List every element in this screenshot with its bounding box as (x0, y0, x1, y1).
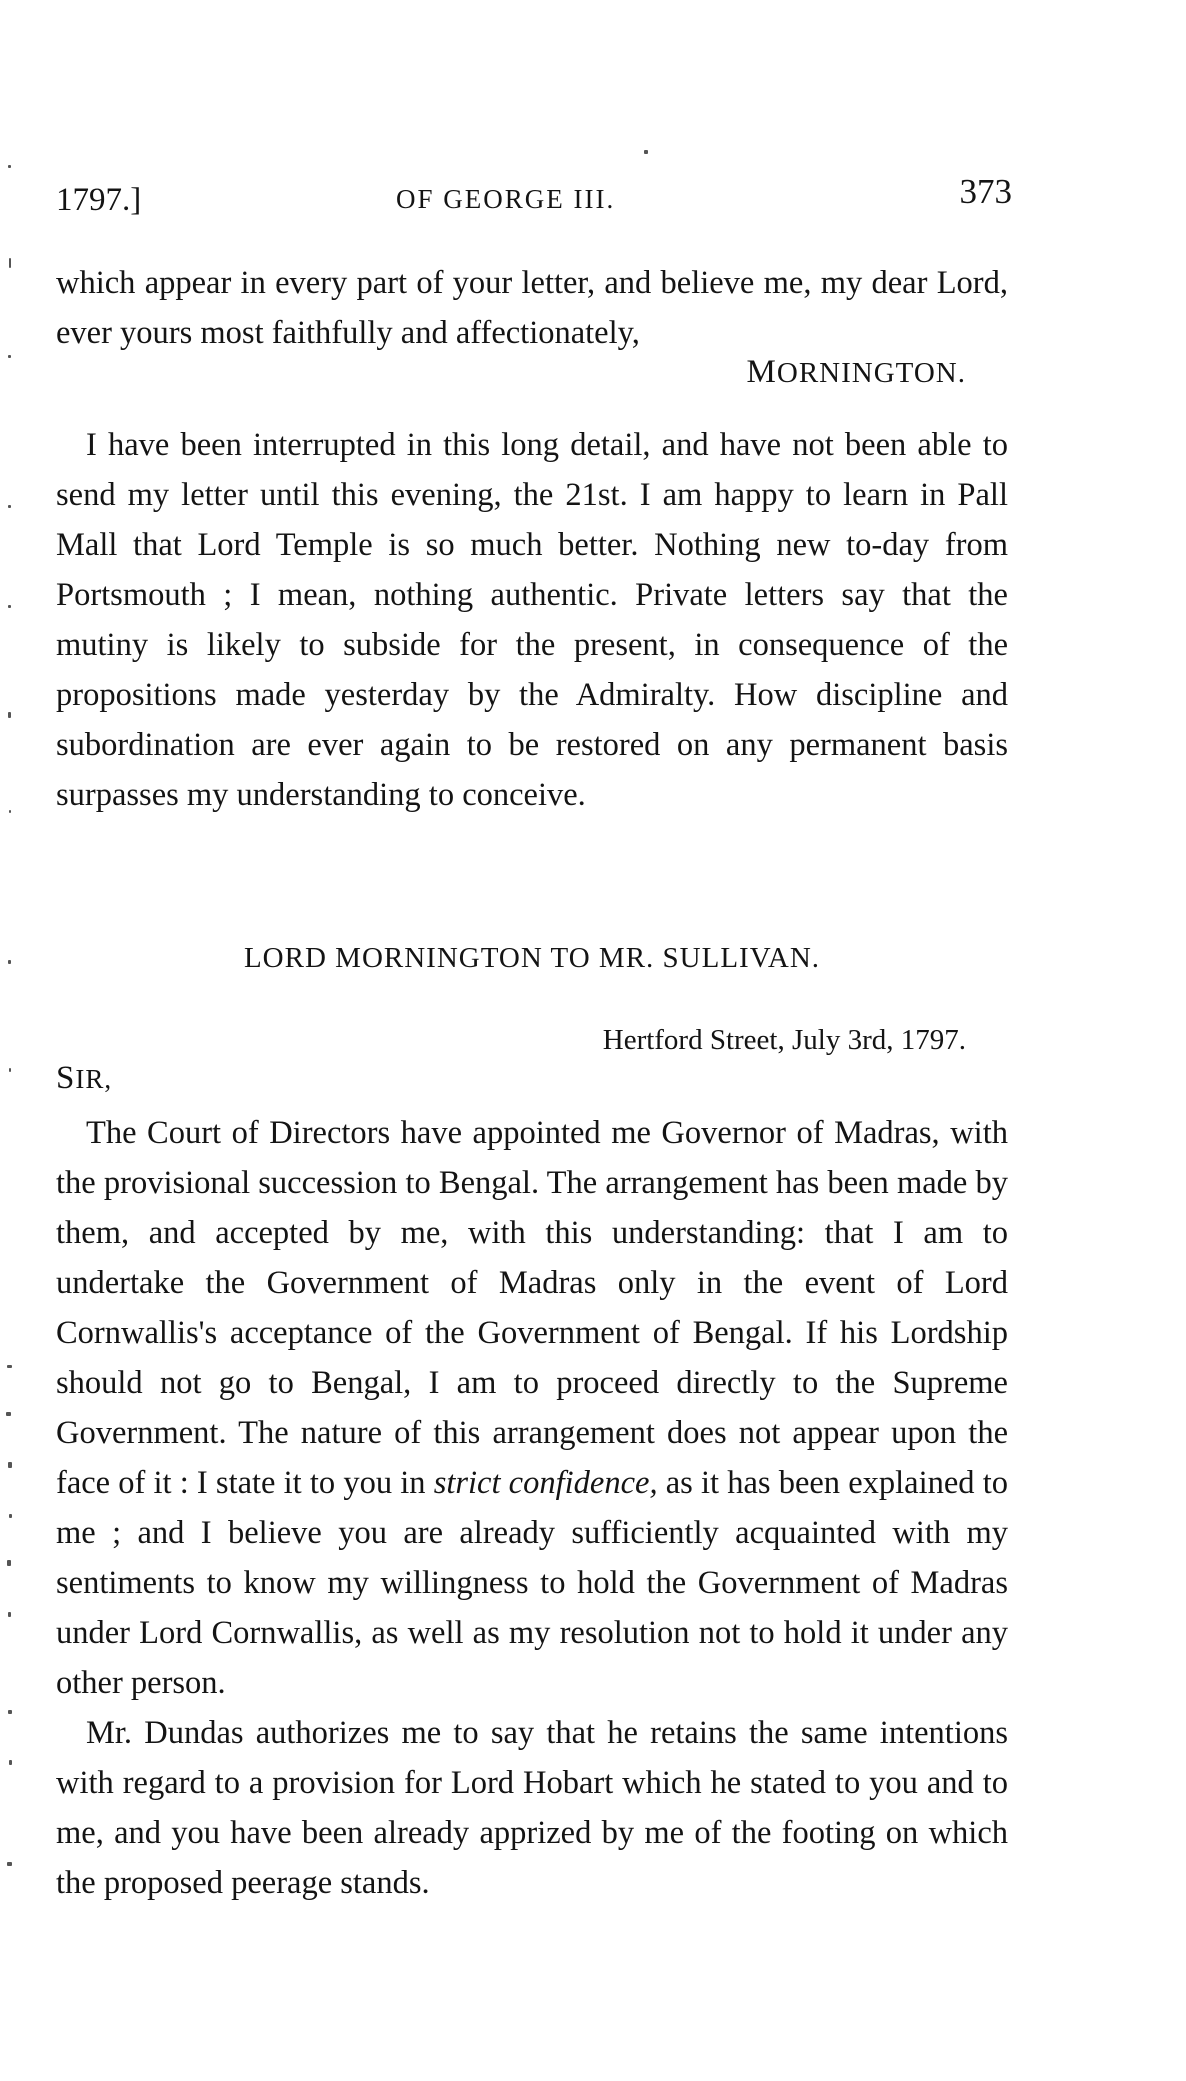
scan-speck (9, 1760, 12, 1765)
signature-rest: ORNINGTON. (776, 357, 966, 389)
header-year: 1797.] (56, 182, 142, 218)
postscript-paragraph (56, 420, 1008, 820)
letter-paragraph-2: Mr. Dundas authorizes me to say that he retains the same intentions with regard to a provision for Lord Hobart which he stated to you and to me, and you have been already apprized by me of the footing on which the proposed peerage stands. (56, 1715, 1008, 1901)
letter-body (56, 1108, 1008, 1908)
scan-speck (9, 810, 11, 813)
header-title: OF GEORGE III. (396, 184, 616, 214)
letter-paragraph-1 (56, 1108, 1008, 1708)
opening-text: which appear in every part of your letter, and believe me, my dear Lord, ever yours most faithfully and affectionately, (56, 265, 1008, 351)
scan-speck (9, 1514, 12, 1518)
running-head (56, 172, 1012, 222)
scan-speck (8, 1710, 12, 1714)
letter-heading: LORD MORNINGTON TO MR. SULLIVAN. (243, 942, 821, 974)
scan-speck (7, 1862, 12, 1866)
scan-speck (644, 150, 648, 154)
page-number: 373 (959, 172, 1012, 211)
signature (747, 354, 966, 391)
paragraph-1-emphasis: strict confidence, (433, 1465, 658, 1501)
letter-dateline: Hertford Street, July 3rd, 1797. (602, 1024, 966, 1056)
scan-speck (8, 605, 11, 608)
scan-speck (8, 165, 11, 168)
salutation-initial: S (56, 1060, 76, 1096)
scan-speck (9, 258, 11, 268)
letter-salutation (56, 1060, 112, 1097)
scan-speck (7, 1365, 12, 1368)
paragraph-1-text-a: The Court of Directors have appointed me Governor of Madras, with the provisional succession to Bengal. The arrangement has been made by them, and accepted by me, with this understanding: that I am to undertake the Government of Madras only in the event of Lord Cornwallis's acceptance of the Government of Bengal. If his Lordship should not go to Bengal, I am to proceed directly to the Supreme Government. The nature of this arrangement does not appear upon the face of it : I state it to you in (56, 1115, 1008, 1501)
scan-speck (7, 1560, 11, 1566)
paragraph-1-text-b: as it has been explained to me ; and I believe you are already sufficiently acquainted with my sentiments to know my willingness to hold the Government of Madras under Lord Cornwallis, as well as my resolution not to hold it under any other person. (56, 1465, 1009, 1701)
scan-speck (6, 1412, 11, 1416)
opening-paragraph (56, 258, 1008, 358)
scan-speck (8, 505, 11, 508)
signature-initial: M (746, 354, 777, 390)
postscript-text: I have been interrupted in this long detail, and have not been able to send my letter until this evening, the 21st. I am happy to learn in Pall Mall that Lord Temple is so much better. Nothing new to-day from Portsmouth ; I mean, nothing authentic. Private letters say that the mutiny is likely to subside for the present, in consequence of the propositions made yesterday by the Admiralty. How discipline and subordination are ever again to be restored on any permanent basis surpasses my understanding to conceive. (56, 427, 1008, 813)
scan-speck (8, 712, 11, 718)
scan-speck (9, 1068, 11, 1072)
scan-speck (8, 1612, 11, 1617)
scan-speck (8, 355, 11, 358)
scan-speck (8, 1462, 12, 1468)
scan-speck (8, 960, 11, 964)
salutation-rest: IR, (75, 1064, 113, 1094)
